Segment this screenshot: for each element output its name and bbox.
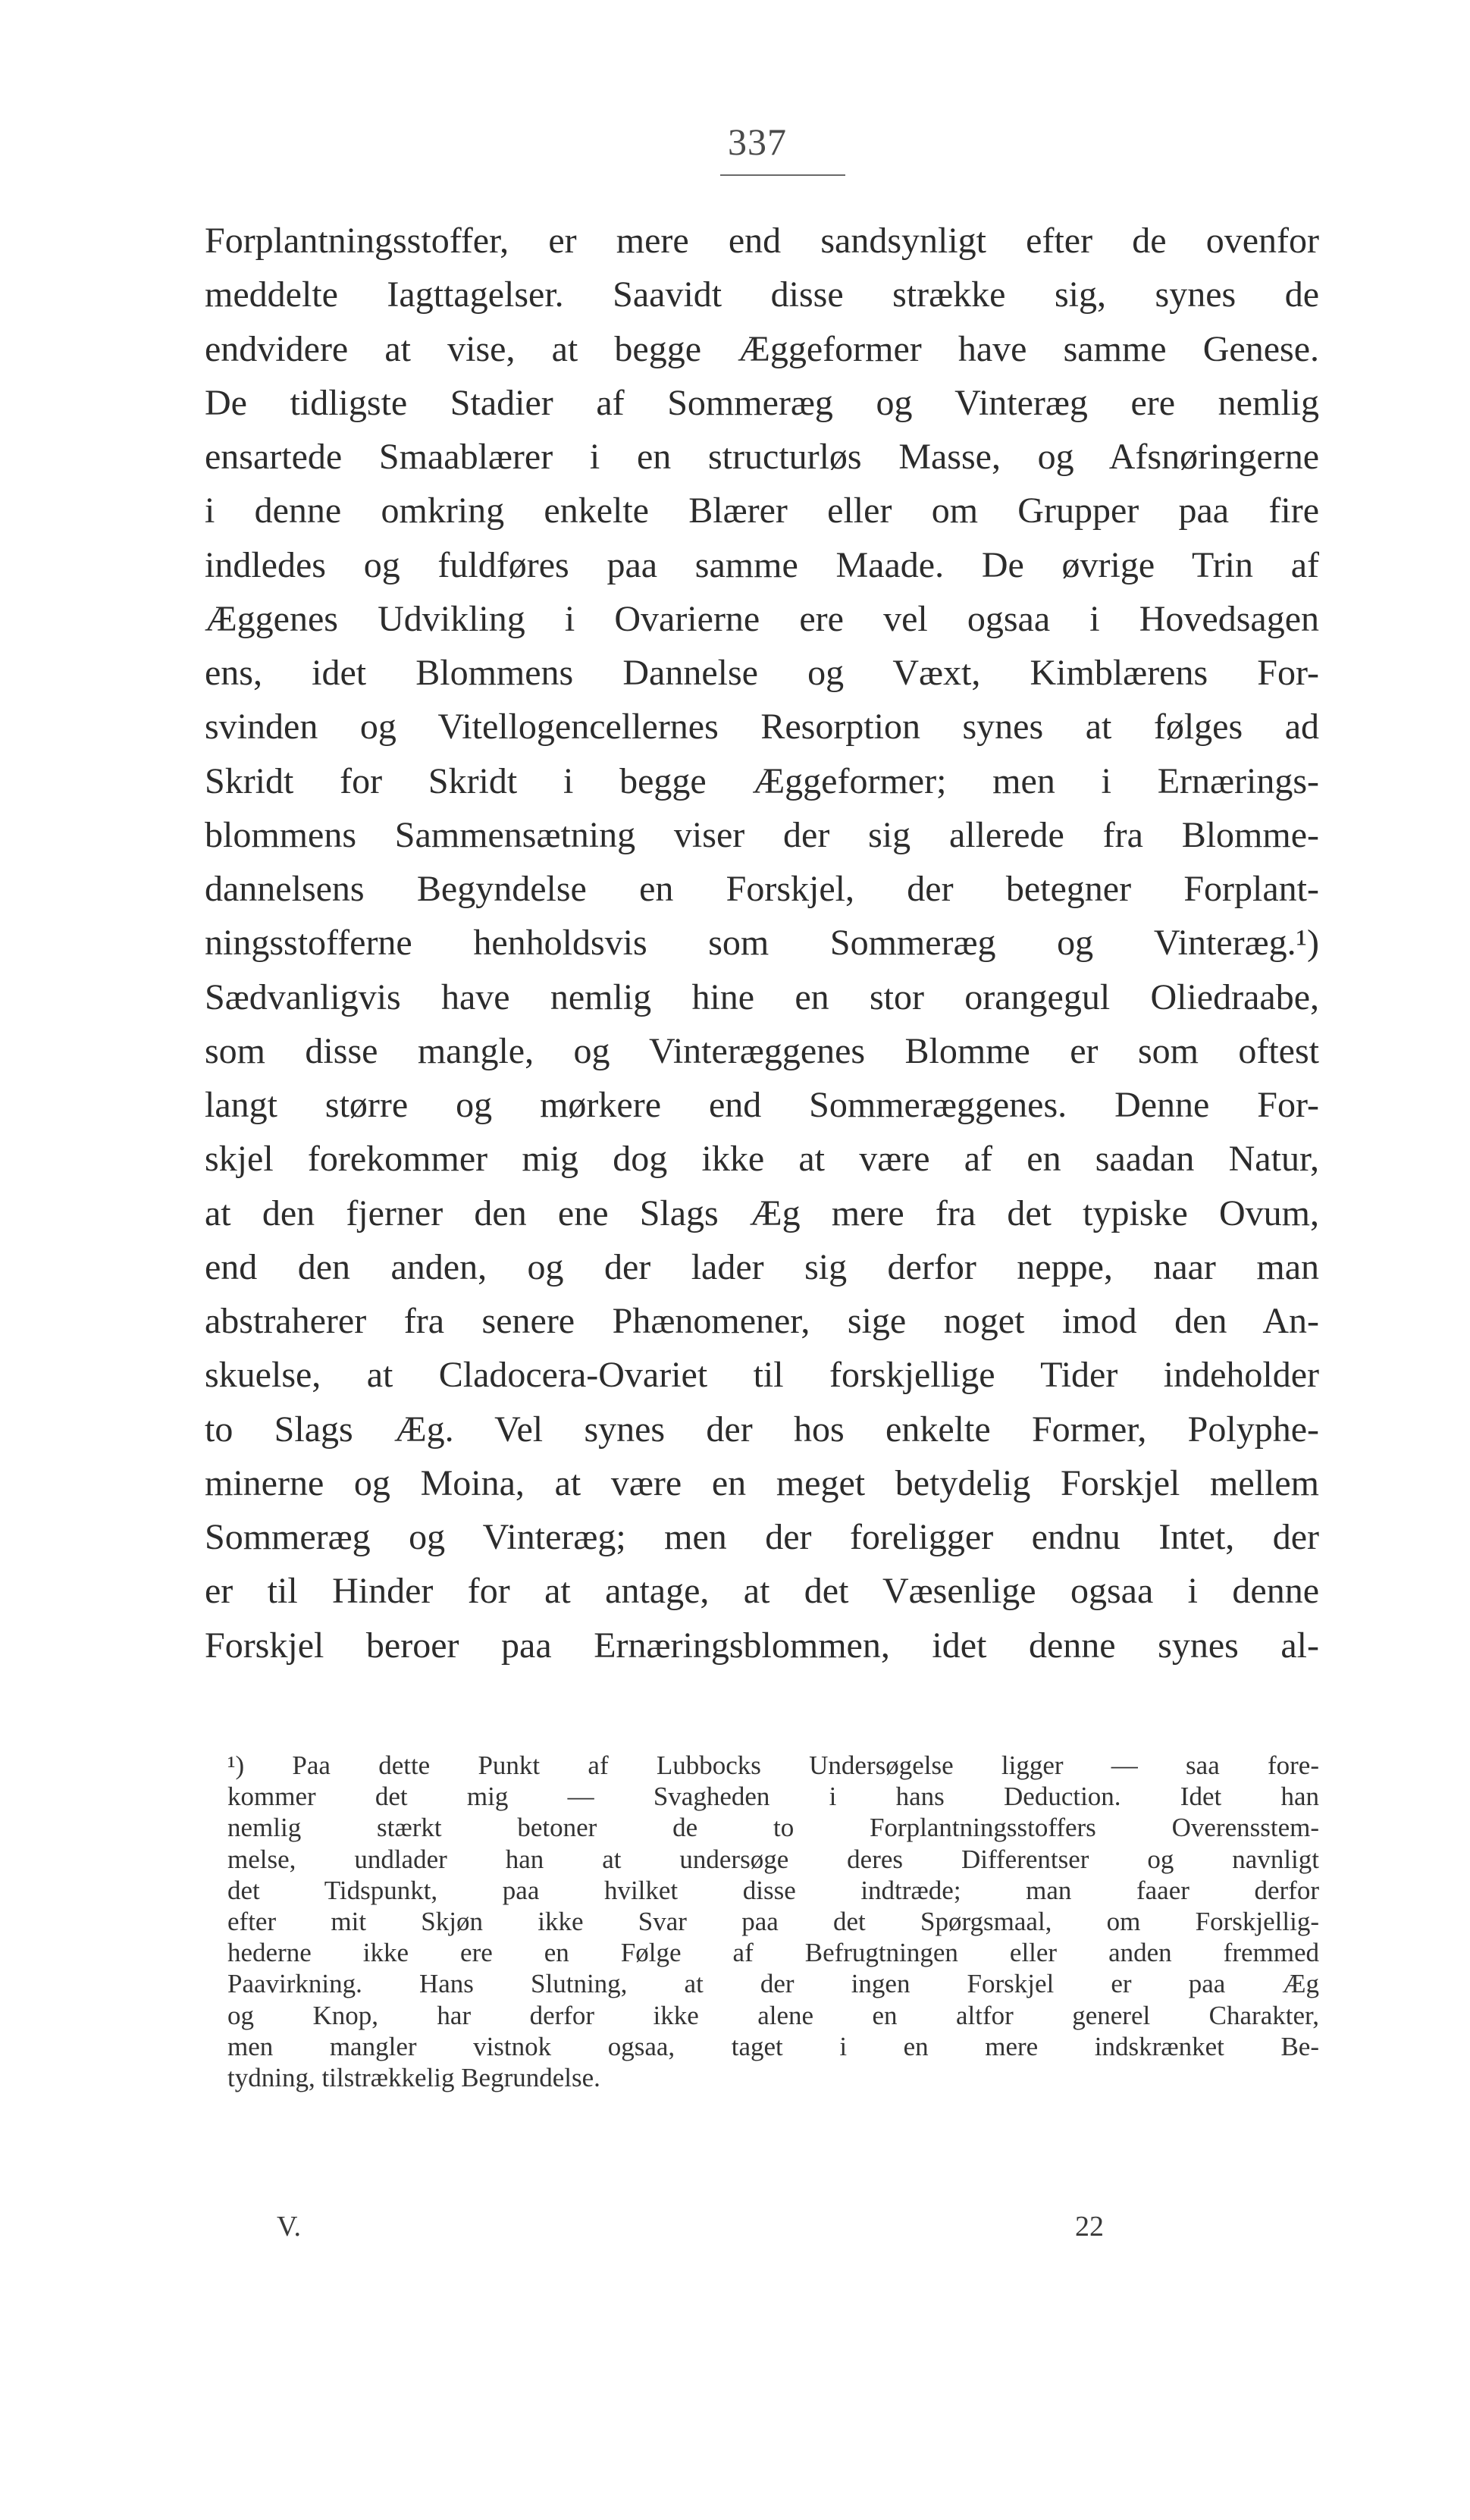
body-line: indledes og fuldføres paa samme Maade. De øvrige Trin af xyxy=(205,544,1319,585)
header-rule xyxy=(720,174,845,176)
body-line: dannelsens Begyndelse en Forskjel, der betegner Forplant- xyxy=(205,869,1319,909)
body-line: skjel forekommer mig dog ikke at være af en saadan Natur, xyxy=(205,1139,1319,1180)
footnote-line: ¹) Paa dette Punkt af Lubbocks Undersøgelse ligger — saa fore- xyxy=(227,1751,1319,1780)
body-line: ensartede Smaablærer i en structurløs Masse, og Afsnøringerne xyxy=(205,437,1319,477)
footnote-line: og Knop, har derfor ikke alene en altfor generel Charakter, xyxy=(227,2000,1319,2030)
body-line: blommens Sammensætning viser der sig allerede fra Blomme- xyxy=(205,814,1319,855)
footnote-line: kommer det mig — Svagheden i hans Deduction. Idet han xyxy=(227,1782,1319,1812)
body-line: Æggenes Udvikling i Ovarierne ere vel ogsaa i Hovedsagen xyxy=(205,598,1319,639)
body-line: er til Hinder for at antage, at det Væsenlige ogsaa i denne xyxy=(205,1571,1319,1612)
page-number: 337 xyxy=(728,121,787,163)
body-line: to Slags Æg. Vel synes der hos enkelte Former, Polyphe- xyxy=(205,1409,1319,1450)
footnote-line: hederne ikke ere en Følge af Befrugtningen eller anden fremmed xyxy=(227,1938,1319,1968)
footnote-line: det Tidspunkt, paa hvilket disse indtræde; man faaer derfor xyxy=(227,1875,1319,1905)
body-line: at den fjerner den ene Slags Æg mere fra det typiske Ovum, xyxy=(205,1193,1319,1233)
body-line: minerne og Moina, at være en meget betydelig Forskjel mellem xyxy=(205,1462,1319,1503)
footnote-line: efter mit Skjøn ikke Svar paa det Spørgsmaal, om Forskjellig- xyxy=(227,1906,1319,1936)
signature-sheet-number: 22 xyxy=(1075,2211,1104,2243)
footnote xyxy=(227,1750,1319,2093)
footnote-line: melse, undlader han at undersøge deres Differentser og navnligt xyxy=(227,1844,1319,1874)
body-line: Sædvanligvis have nemlig hine en stor orangegul Oliedraabe, xyxy=(205,976,1319,1017)
body-line: Forskjel beroer paa Ernæringsblommen, idet denne synes al- xyxy=(205,1625,1319,1666)
body-line: Sommeræg og Vinteræg; men der foreligger endnu Intet, der xyxy=(205,1517,1319,1557)
body-line: Forplantningsstoffer, er mere end sandsynligt efter de ovenfor xyxy=(205,221,1319,261)
body-text xyxy=(205,214,1319,1672)
body-line: endvidere at vise, at begge Æggeformer have samme Genese. xyxy=(205,328,1319,369)
body-line: Skridt for Skridt i begge Æggeformer; men i Ernærings- xyxy=(205,760,1319,801)
body-line: svinden og Vitellogencellernes Resorption synes at følges ad xyxy=(205,707,1319,748)
footnote-line: tydning, tilstrækkelig Begrundelse. xyxy=(227,2062,600,2092)
footnote-line: nemlig stærkt betoner de to Forplantningsstoffers Overensstem- xyxy=(227,1813,1319,1843)
signature-volume: V. xyxy=(277,2211,302,2243)
footnote-line: Paavirkning. Hans Slutning, at der ingen Forskjel er paa Æg xyxy=(227,1969,1319,1999)
footnote-line: men mangler vistnok ogsaa, taget i en mere indskrænket Be- xyxy=(227,2031,1319,2061)
body-line: ens, idet Blommens Dannelse og Væxt, Kimblærens For- xyxy=(205,653,1319,693)
body-line: skuelse, at Cladocera-Ovariet til forskjellige Tider indeholder xyxy=(205,1355,1319,1396)
body-line: De tidligste Stadier af Sommeræg og Vinteræg ere nemlig xyxy=(205,382,1319,423)
body-line: meddelte Iagttagelser. Saavidt disse strække sig, synes de xyxy=(205,274,1319,315)
body-line: abstraherer fra senere Phænomener, sige noget imod den An- xyxy=(205,1301,1319,1341)
body-line: end den anden, og der lader sig derfor neppe, naar man xyxy=(205,1246,1319,1287)
body-line: som disse mangle, og Vinteræggenes Blomme er som oftest xyxy=(205,1030,1319,1071)
body-line: ningsstofferne henholdsvis som Sommeræg og Vinteræg.¹) xyxy=(205,923,1319,964)
body-line: i denne omkring enkelte Blærer eller om Grupper paa fire xyxy=(205,491,1319,531)
body-line: langt større og mørkere end Sommeræggenes. Denne For- xyxy=(205,1085,1319,1125)
